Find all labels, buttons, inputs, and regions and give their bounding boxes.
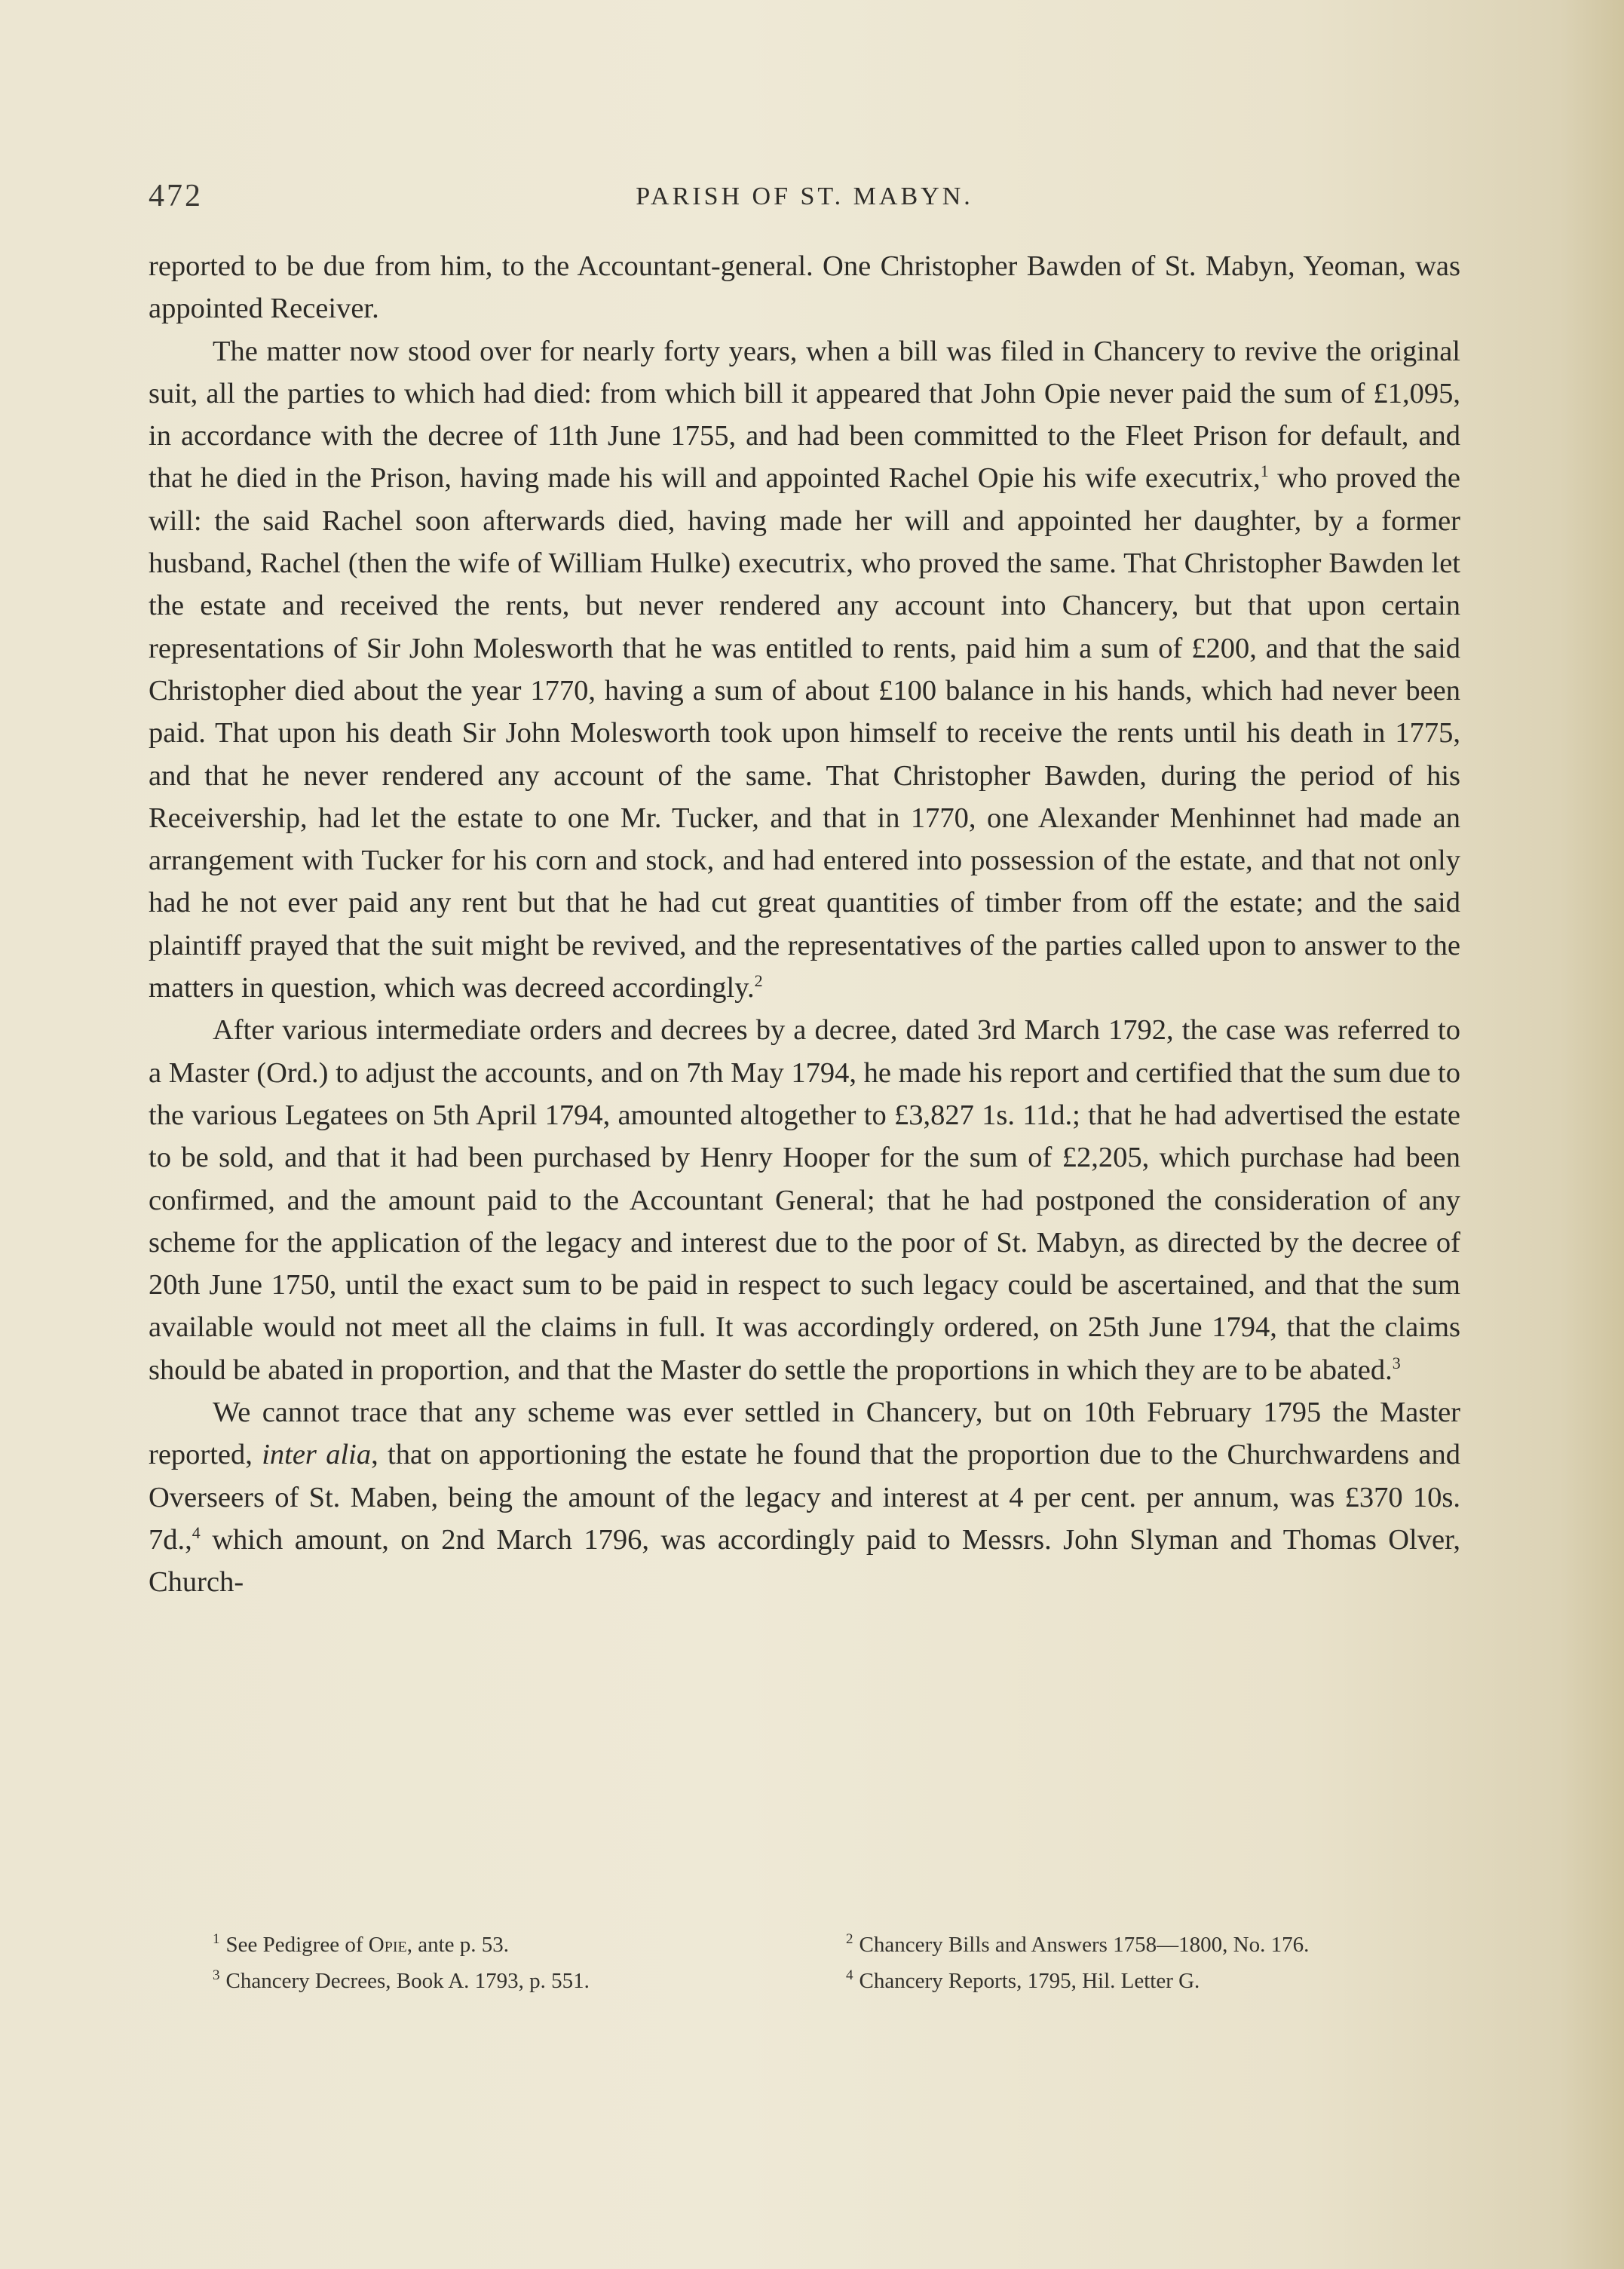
paragraph: After various intermediate orders and decrees by a decree, dated 3rd March 1792, the case was referred to a Master (Ord.) to adjust the accounts, and on 7th May 1794, he made his report and certified that the sum due to the various Legatees on 5th April 1794, amounted altogether to £3,827 1s. 11d.; that he had advertised the estate to be sold, and that it had been purchased by Henry Hooper for the sum of £2,205, which purchase had been confirmed, and the amount paid to the Accountant General; that he had postponed the consideration of any scheme for the application of the legacy and interest due to the poor of St. Mabyn, as directed by the decree of 20th June 1750, until the exact sum to be paid in respect to such legacy could be ascertained, and that the sum available would not meet all the claims in full. It was accordingly ordered, on 25th June 1794, that the claims should be abated in proportion, and that the Master do settle the proportions in which they are to be abated.$^3$ (149, 1014, 1460, 1386)
footnotes (213, 1927, 1419, 2010)
italic-phrase: inter alia (262, 1439, 372, 1471)
footnote-ref: 2 (754, 971, 763, 991)
body-text (149, 245, 1460, 1604)
paragraph: The matter now stood over for nearly forty years, when a bill was filed in Chancery to revive the original suit, all the parties to which had died: from which bill it appeared that John Opie never paid the sum of £1,095, in accordance with the decree of 11th June 1755, and had been committed to the Fleet Prison for default, and that he died in the Prison, having made his will and appointed Rachel Opie his wife executrix,$^1$ who proved the will: the said Rachel soon afterwards died, having made her will and appointed her daughter, by a former husband, Rachel (then the wife of William Hulke) executrix, who proved the same. That Christopher Bawden let the estate and received the rents, but never rendered any account into Chancery, but that upon certain representations of Sir John Molesworth that he was entitled to rents, paid him a sum of £200, and that the said Christopher died about the year 1770, having a sum of about £100 balance in his hands, which had never been paid. That upon his death Sir John Molesworth took upon himself to receive the rents until his death in 1775, and that he never rendered any account of the same. That Christopher Bawden, during the period of his Receivership, had let the estate to one Mr. Tucker, and that in 1770, one Alexander Menhinnet had made an arrangement with Tucker for his corn and stock, and had entered into possession of the estate, and that not only had he not ever paid any rent but that he had cut great quantities of timber from off the estate; and the said plaintiff prayed that the suit might be revived, and the representatives of the parties called upon to answer to the matters in question, which was decreed accordingly.$^2$ (149, 335, 1461, 1004)
footnote: $^4$ Chancery Reports, 1795, Hil. Letter G. (846, 1967, 1200, 1993)
footnote: $^3$ Chancery Decrees, Book A. 1793, p. 551. (213, 1967, 590, 1993)
footnote: $^1$ See Pedigree of Opie, ante p. 53. (213, 1931, 510, 1957)
page-number: 472 (149, 179, 203, 213)
running-title: PARISH OF ST. MABYN. (636, 182, 973, 210)
footnote-ref: 3 (1392, 1353, 1401, 1372)
page-header (149, 178, 1460, 223)
footnote: $^2$ Chancery Bills and Answers 1758—1800, No. 176. (846, 1931, 1310, 1957)
footnote-ref: 1 (1260, 461, 1269, 481)
paragraph: reported to be due from him, to the Accountant-general. One Christopher Bawden of St. Mabyn, Yeoman, was appointed Receiver. (149, 250, 1460, 325)
footnote-ref: 4 (192, 1523, 201, 1543)
paragraph: We cannot trace that any scheme was ever settled in Chancery, but on 10th February 1795 the Master reported, inter alia, that on apportioning the estate he found that the proportion due to the Churchwardens and Overseers of St. Maben, being the amount of the legacy and interest at 4 per cent. per annum, was £370 10s. 7d.,$^4$ which amount, on 2nd March 1796, was accordingly paid to Messrs. John Slyman and Thomas Olver, Church- (149, 1397, 1460, 1599)
